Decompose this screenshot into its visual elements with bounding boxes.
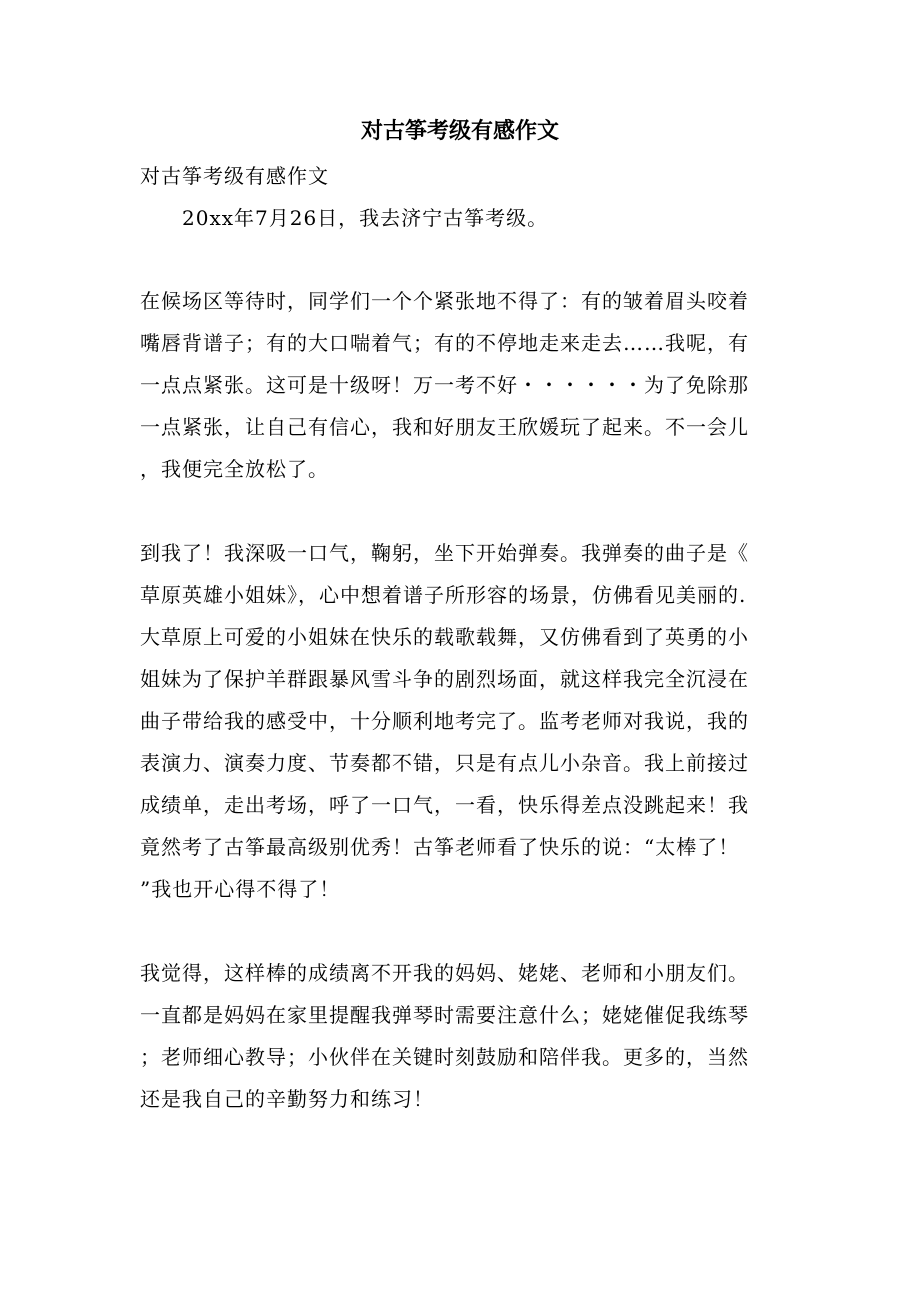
document-title: 对古筝考级有感作文 [360, 118, 559, 144]
paragraph-1-line: 一点紧张，让自己有信心，我和好朋友王欣媛玩了起来。不一会儿 [140, 415, 749, 439]
document-subtitle: 对古筝考级有感作文 [140, 164, 329, 188]
paragraph-2-line: 竟然考了古筝最高级别优秀！古筝老师看了快乐的说：“太棒了！ [140, 835, 740, 859]
paragraph-2-line: 曲子带给我的感受中，十分顺利地考完了。监考老师对我说，我的 [140, 709, 749, 733]
paragraph-1-line: 在候场区等待时，同学们一个个紧张地不得了：有的皱着眉头咬着 [140, 289, 749, 313]
paragraph-2-line: ”我也开心得不得了！ [140, 877, 341, 901]
paragraph-3-line: ；老师细心教导；小伙伴在关键时刻鼓励和陪伴我。更多的，当然 [140, 1045, 749, 1069]
paragraph-2-line: 到我了！我深吸一口气，鞠躬，坐下开始弹奏。我弹奏的曲子是《 [140, 541, 749, 565]
paragraph-2-line: 姐妹为了保护羊群跟暴风雪斗争的剧烈场面，就这样我完全沉浸在 [140, 667, 749, 691]
paragraph-2-line: 大草原上可爱的小姐妹在快乐的载歌载舞，又仿佛看到了英勇的小 [140, 625, 749, 649]
paragraph-3-line: 我觉得，这样棒的成绩离不开我的妈妈、姥姥、老师和小朋友们。 [140, 961, 749, 985]
paragraph-2-line: 表演力、演奏力度、节奏都不错，只是有点儿小杂音。我上前接过 [140, 751, 749, 775]
paragraph-2-line: 草原英雄小姐妹》，心中想着谱子所形容的场景，仿佛看见美丽的. [140, 583, 747, 607]
paragraph-3-line: 一直都是妈妈在家里提醒我弹琴时需要注意什么；姥姥催促我练琴 [140, 1003, 749, 1027]
paragraph-1-line: 一点点紧张。这可是十级呀！万一考不好・・・・・・为了免除那 [140, 373, 749, 397]
intro-line: 20xx年7月26日，我去济宁古筝考级。 [182, 206, 549, 230]
paragraph-1-line: 嘴唇背谱子；有的大口喘着气；有的不停地走来走去……我呢，有 [140, 331, 749, 355]
paragraph-2-line: 成绩单，走出考场，呼了一口气，一看，快乐得差点没跳起来！我 [140, 793, 749, 817]
paragraph-1-line: ，我便完全放松了。 [140, 457, 329, 481]
paragraph-3-line: 还是我自己的辛勤努力和练习！ [140, 1087, 434, 1111]
